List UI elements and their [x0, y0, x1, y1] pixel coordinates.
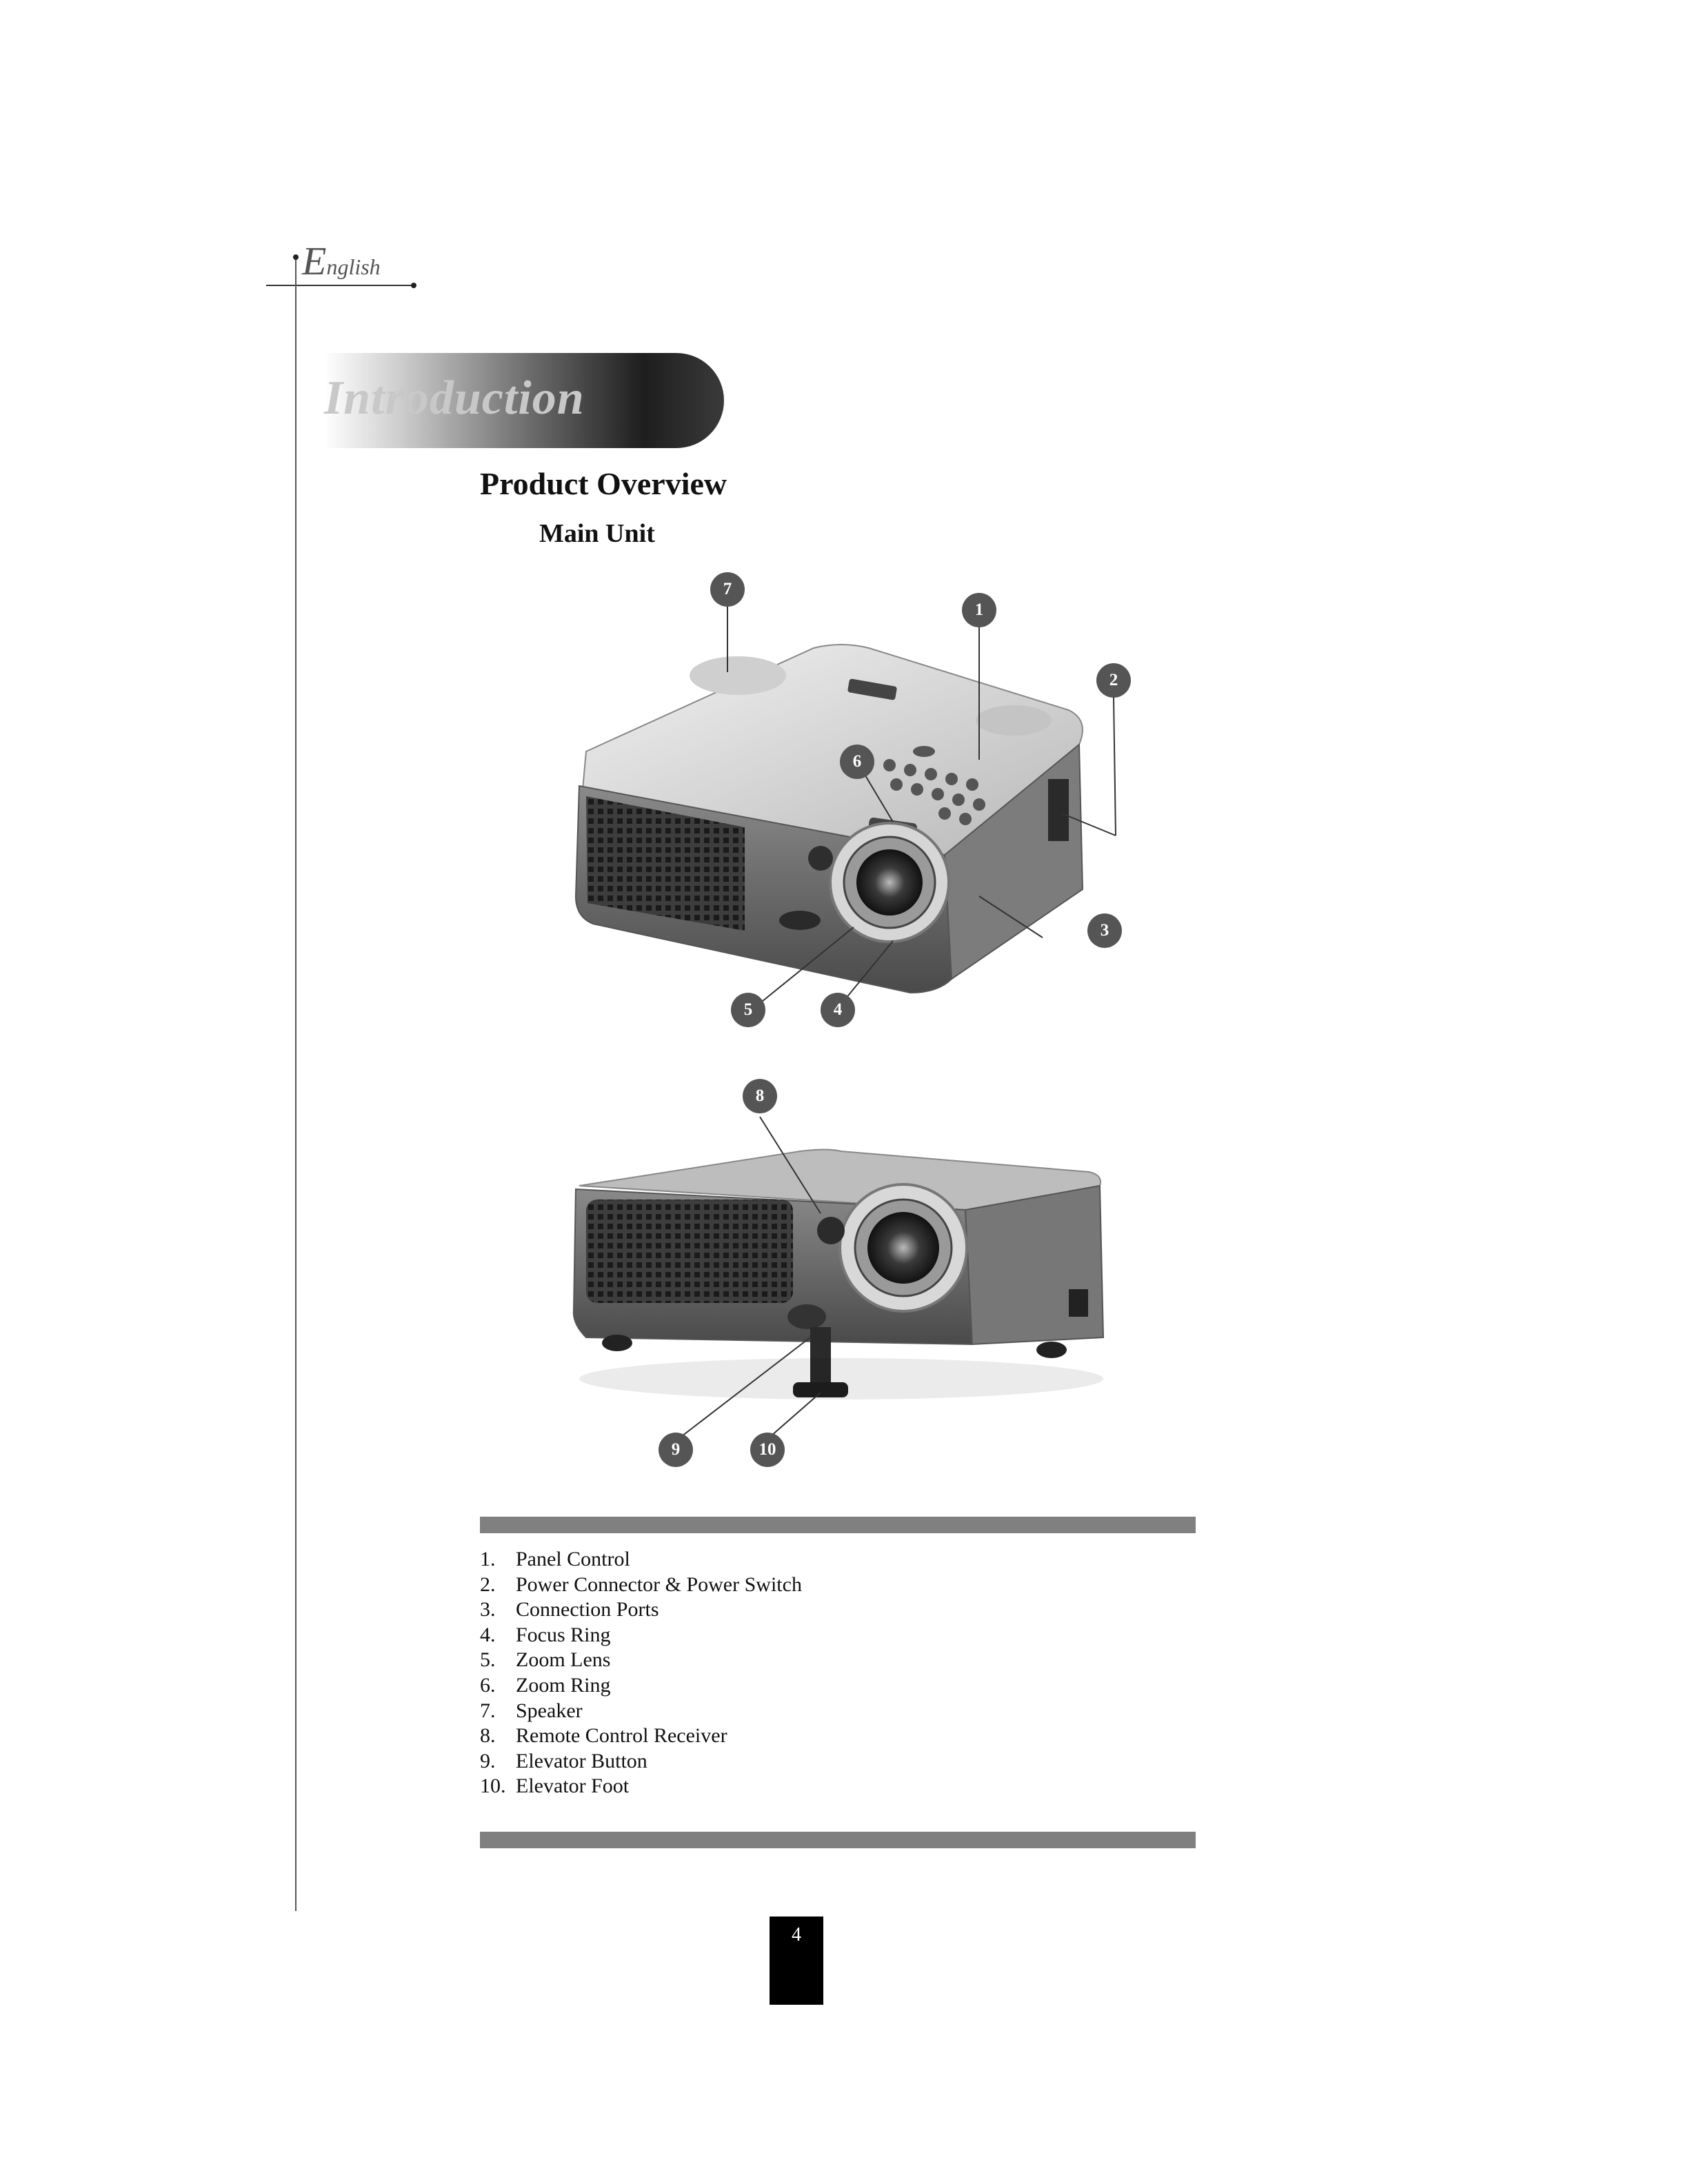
- page-subheading: Main Unit: [539, 519, 655, 548]
- language-rest: nglish: [326, 254, 381, 279]
- projector-front-view: [574, 1150, 1103, 1400]
- language-label: [302, 238, 381, 284]
- rule-dot-right: [411, 283, 416, 288]
- callout-2: 2: [1096, 663, 1131, 698]
- callout-8: 8: [743, 1079, 777, 1113]
- callout-5: 5: [731, 993, 765, 1027]
- rule-dot-top: [293, 254, 299, 260]
- callout-7: 7: [710, 572, 745, 607]
- header-rule: [266, 285, 414, 286]
- margin-rule: [295, 256, 297, 1911]
- legend-number: 1.: [480, 1548, 496, 1570]
- legend-number: 5.: [480, 1648, 496, 1672]
- legend-item: [480, 1597, 802, 1623]
- legend-label: Zoom Lens: [516, 1648, 611, 1672]
- legend-number: 4.: [480, 1623, 496, 1646]
- language-initial: E: [302, 239, 327, 283]
- callout-4: 4: [821, 993, 855, 1027]
- legend-label: Speaker: [516, 1699, 583, 1722]
- parts-legend: [480, 1547, 802, 1799]
- legend-label: Panel Control: [516, 1548, 630, 1570]
- projector-top-view: [576, 645, 1083, 993]
- legend-number: 8.: [480, 1724, 496, 1748]
- legend-label: Elevator Foot: [516, 1775, 630, 1798]
- legend-item: [480, 1749, 802, 1775]
- legend-item: [480, 1774, 802, 1799]
- legend-label: Focus Ring: [516, 1623, 611, 1646]
- section-title: Introduction: [324, 372, 585, 425]
- legend-number: 6.: [480, 1673, 496, 1697]
- legend-number: 2.: [480, 1573, 496, 1596]
- legend-label: Zoom Ring: [516, 1673, 611, 1697]
- page-number: 4: [770, 1917, 823, 2005]
- callout-6: 6: [840, 745, 874, 779]
- legend-item: [480, 1623, 802, 1648]
- legend-number: 10.: [480, 1775, 506, 1798]
- legend-number: 3.: [480, 1598, 496, 1621]
- legend-item: [480, 1723, 802, 1749]
- legend-rule-top: [480, 1517, 1196, 1533]
- legend-item: [480, 1648, 802, 1673]
- legend-item: [480, 1573, 802, 1598]
- product-figure: [538, 565, 1172, 1482]
- legend-label: Connection Ports: [516, 1598, 659, 1621]
- legend-rule-bottom: [480, 1832, 1196, 1848]
- callout-3: 3: [1087, 913, 1122, 948]
- projector-illustration: [538, 565, 1172, 1482]
- callout-9: 9: [659, 1433, 693, 1467]
- legend-item: [480, 1547, 802, 1573]
- legend-label: Power Connector & Power Switch: [516, 1573, 802, 1596]
- callout-10: 10: [750, 1433, 785, 1467]
- legend-number: 9.: [480, 1749, 496, 1772]
- legend-label: Remote Control Receiver: [516, 1724, 727, 1748]
- legend-label: Elevator Button: [516, 1749, 647, 1772]
- legend-item: [480, 1699, 802, 1724]
- legend-item: [480, 1673, 802, 1699]
- legend-number: 7.: [480, 1699, 496, 1722]
- callout-1: 1: [962, 593, 996, 627]
- page-heading: Product Overview: [480, 466, 727, 501]
